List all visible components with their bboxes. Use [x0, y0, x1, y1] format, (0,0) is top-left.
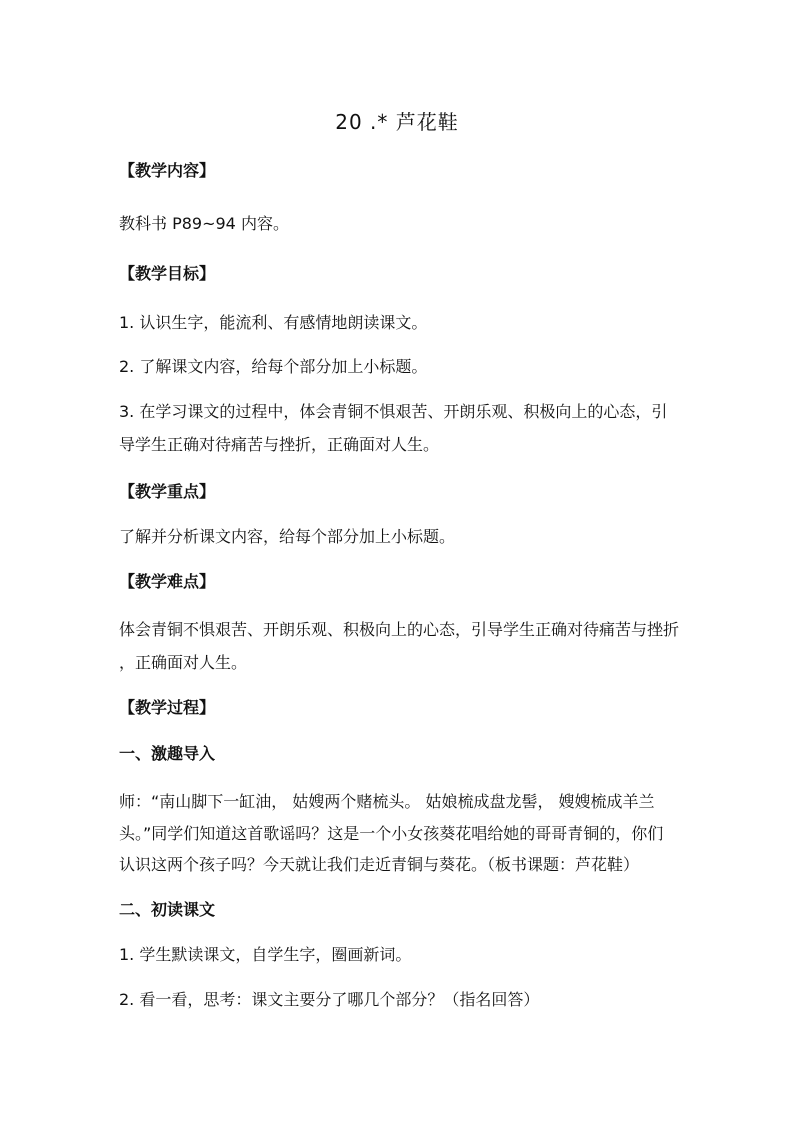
- step-1-line-3: 认识这两个孩子吗？今天就让我们走近青铜与葵花。（板书课题：芦花鞋）: [119, 855, 640, 874]
- page-title: 20 .* 芦花鞋: [335, 110, 459, 134]
- step-1-line-2: 头。”同学们知道这首歌谣吗？这是一个小女孩葵花唱给她的哥哥青铜的，你们: [119, 824, 664, 843]
- goal-item-1: 1. 认识生字，能流利、有感情地朗读课文。: [119, 313, 428, 332]
- teaching-key-text: 了解并分析课文内容，给每个部分加上小标题。: [119, 527, 456, 546]
- step-2-item-2: 2. 看一看，思考：课文主要分了哪几个部分？（指名回答）: [119, 990, 540, 1009]
- teaching-goal-heading: 【教学目标】: [119, 264, 216, 283]
- teaching-process-heading: 【教学过程】: [119, 698, 216, 717]
- step-1-heading: 一、激趣导入: [119, 744, 216, 763]
- teaching-content-heading: 【教学内容】: [119, 161, 216, 180]
- step-1-line-1: 师：“南山脚下一缸油， 姑嫂两个赌梳头。 姑娘梳成盘龙髻， 嫂嫂梳成羊兰: [119, 792, 655, 811]
- step-2-heading: 二、初读课文: [119, 900, 216, 919]
- goal-item-3-line-1: 3. 在学习课文的过程中，体会青铜不惧艰苦、开朗乐观、积极向上的心态，引: [119, 402, 668, 421]
- teaching-content-text: 教科书 P89~94 内容。: [119, 214, 289, 233]
- teaching-difficulty-line-2: ，正确面对人生。: [119, 653, 248, 672]
- teaching-difficulty-line-1: 体会青铜不惧艰苦、开朗乐观、积极向上的心态，引导学生正确对待痛苦与挫折: [119, 620, 680, 639]
- step-2-item-1: 1. 学生默读课文，自学生字，圈画新词。: [119, 945, 412, 964]
- goal-item-2: 2. 了解课文内容，给每个部分加上小标题。: [119, 357, 428, 376]
- teaching-key-heading: 【教学重点】: [119, 482, 216, 501]
- goal-item-3-line-2: 导学生正确对待痛苦与挫折，正确面对人生。: [119, 435, 440, 454]
- teaching-difficulty-heading: 【教学难点】: [119, 572, 216, 591]
